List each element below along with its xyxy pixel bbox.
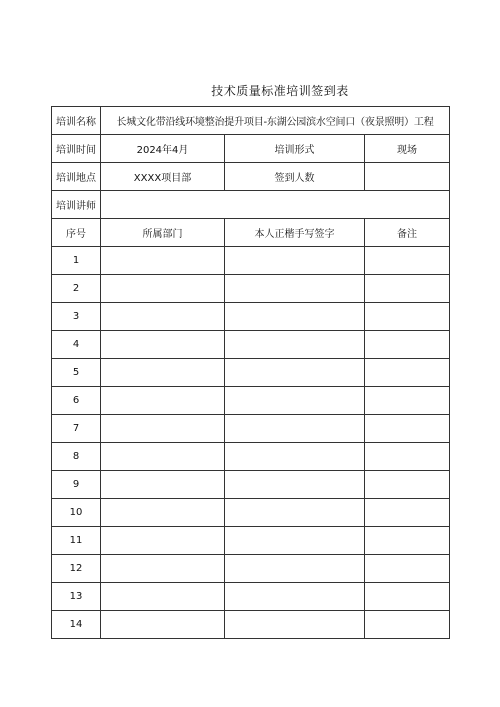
- row-dept-cell[interactable]: [101, 527, 225, 555]
- row-signature-cell[interactable]: [225, 611, 365, 639]
- training-form-label: 培训形式: [225, 135, 365, 163]
- table-row: [52, 387, 450, 415]
- row-note-cell[interactable]: [365, 415, 450, 443]
- row-seq-cell: 9: [52, 471, 101, 499]
- row-seq-cell: 7: [52, 415, 101, 443]
- row-note-cell[interactable]: [365, 499, 450, 527]
- table-row: [52, 303, 450, 331]
- row-dept-cell[interactable]: [101, 583, 225, 611]
- table-row: [52, 611, 450, 639]
- table-row: [52, 471, 450, 499]
- column-header-note: 备注: [365, 219, 450, 247]
- row-dept-cell[interactable]: [101, 303, 225, 331]
- column-header-seq: 序号: [52, 219, 101, 247]
- row-dept-cell[interactable]: [101, 499, 225, 527]
- row-signature-cell[interactable]: [225, 247, 365, 275]
- row-signature-cell[interactable]: [225, 387, 365, 415]
- training-time-label: 培训时间: [52, 135, 101, 163]
- row-seq-cell: 5: [52, 359, 101, 387]
- row-signature-cell[interactable]: [225, 275, 365, 303]
- row-seq-cell: 12: [52, 555, 101, 583]
- column-header-sign: 本人正楷手写签字: [225, 219, 365, 247]
- row-note-cell[interactable]: [365, 387, 450, 415]
- row-note-cell[interactable]: [365, 527, 450, 555]
- page-title: 技术质量标准培训签到表: [211, 84, 349, 98]
- table-row: [52, 443, 450, 471]
- training-time-row: [52, 135, 450, 163]
- table-row: [52, 499, 450, 527]
- training-place-label: 培训地点: [52, 163, 101, 191]
- row-note-cell[interactable]: [365, 471, 450, 499]
- row-signature-cell[interactable]: [225, 499, 365, 527]
- table-row: [52, 415, 450, 443]
- row-note-cell[interactable]: [365, 359, 450, 387]
- lecturer-label: 培训讲师: [52, 191, 101, 219]
- attendee-count-value[interactable]: [365, 163, 450, 191]
- row-signature-cell[interactable]: [225, 527, 365, 555]
- training-place-value[interactable]: XXXX项目部: [101, 163, 225, 191]
- training-place-row: [52, 163, 450, 191]
- row-dept-cell[interactable]: [101, 471, 225, 499]
- row-note-cell[interactable]: [365, 583, 450, 611]
- row-seq-cell: 10: [52, 499, 101, 527]
- row-signature-cell[interactable]: [225, 415, 365, 443]
- row-signature-cell[interactable]: [225, 359, 365, 387]
- training-name-label: 培训名称: [52, 107, 101, 135]
- row-note-cell[interactable]: [365, 331, 450, 359]
- table-row: [52, 331, 450, 359]
- row-signature-cell[interactable]: [225, 303, 365, 331]
- table-row: [52, 275, 450, 303]
- row-signature-cell[interactable]: [225, 555, 365, 583]
- row-dept-cell[interactable]: [101, 359, 225, 387]
- row-seq-cell: 2: [52, 275, 101, 303]
- row-dept-cell[interactable]: [101, 275, 225, 303]
- row-signature-cell[interactable]: [225, 443, 365, 471]
- table-row: [52, 583, 450, 611]
- table-row: [52, 555, 450, 583]
- attendee-count-label: 签到人数: [225, 163, 365, 191]
- row-dept-cell[interactable]: [101, 247, 225, 275]
- lecturer-row: [52, 191, 450, 219]
- table-row: [52, 247, 450, 275]
- row-seq-cell: 4: [52, 331, 101, 359]
- row-signature-cell[interactable]: [225, 471, 365, 499]
- row-signature-cell[interactable]: [225, 331, 365, 359]
- row-note-cell[interactable]: [365, 443, 450, 471]
- row-seq-cell: 6: [52, 387, 101, 415]
- row-signature-cell[interactable]: [225, 583, 365, 611]
- column-header-row: [52, 219, 450, 247]
- row-note-cell[interactable]: [365, 247, 450, 275]
- row-dept-cell[interactable]: [101, 415, 225, 443]
- sign-in-table: [51, 106, 450, 639]
- row-dept-cell[interactable]: [101, 387, 225, 415]
- row-note-cell[interactable]: [365, 303, 450, 331]
- training-form-value[interactable]: 现场: [365, 135, 450, 163]
- row-note-cell[interactable]: [365, 555, 450, 583]
- row-seq-cell: 13: [52, 583, 101, 611]
- row-seq-cell: 8: [52, 443, 101, 471]
- training-name-value[interactable]: 长城文化带沿线环境整治提升项目-东湖公园滨水空间口（夜景照明）工程: [101, 107, 450, 135]
- row-note-cell[interactable]: [365, 275, 450, 303]
- row-seq-cell: 3: [52, 303, 101, 331]
- training-time-value[interactable]: 2024年4月: [101, 135, 225, 163]
- row-seq-cell: 11: [52, 527, 101, 555]
- table-row: [52, 527, 450, 555]
- row-dept-cell[interactable]: [101, 611, 225, 639]
- row-seq-cell: 1: [52, 247, 101, 275]
- row-dept-cell[interactable]: [101, 331, 225, 359]
- training-name-row: [52, 107, 450, 135]
- table-row: [52, 359, 450, 387]
- row-note-cell[interactable]: [365, 611, 450, 639]
- row-seq-cell: 14: [52, 611, 101, 639]
- lecturer-value[interactable]: [101, 191, 450, 219]
- row-dept-cell[interactable]: [101, 555, 225, 583]
- column-header-dept: 所属部门: [101, 219, 225, 247]
- row-dept-cell[interactable]: [101, 443, 225, 471]
